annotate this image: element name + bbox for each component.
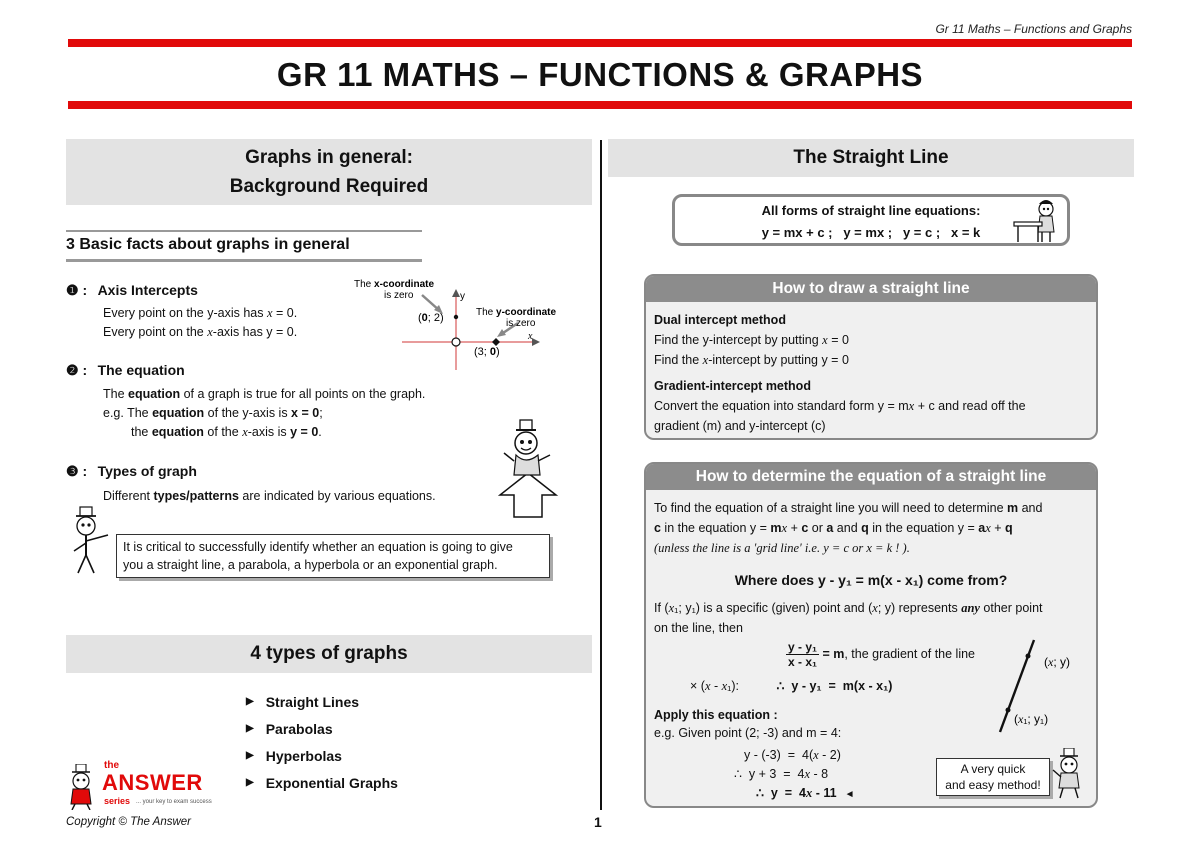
var: x [266,306,273,320]
point-gradient-formula: ∴ y - y₁ = m(x - x₁) [776,679,893,693]
list-item-label: Hyperbolas [265,747,342,764]
fact-title: The equation [97,362,185,378]
fact-title: Axis Intercepts [97,282,198,298]
fraction-denominator: x - x₁ [788,655,817,669]
x-note-line1: The x-coordinate [354,279,435,290]
section-title-line1: Graphs in general: [245,147,413,168]
text: in the equation y = [868,521,979,535]
x-intercept-point [492,338,500,346]
section-4-types-of-graphs: 4 types of graphs [66,635,592,673]
fact1-line1 [103,304,297,323]
page-number: 1 [594,814,602,830]
where-from-heading: Where does y - y₁ = m(x - x₁) come from? [734,572,1008,588]
text: × ( [690,679,705,693]
fact1-line2 [103,323,297,342]
text: equation [128,387,181,401]
if-line1 [654,598,1088,618]
text: and [833,521,862,535]
text: c [801,521,809,535]
fact-axis-intercepts [66,282,198,300]
text: e.g. The [103,406,153,420]
text: -intercept by putting y = 0 [708,353,849,367]
list-item-label: Exponential Graphs [265,774,398,791]
fact1-text [103,304,297,342]
section-graphs-in-general [66,139,592,205]
var: x [806,786,813,800]
step1 [744,746,854,765]
text: m [770,521,782,535]
text: . [318,425,322,439]
if-line2: on the line, then [654,621,743,635]
var: x [781,521,788,535]
bullet-triangle-icon: ▶ [246,777,254,788]
multiply-step [690,678,892,694]
text: of the y-axis is [204,406,292,420]
fact-number: ❷ : [66,362,88,378]
text: + c and read off the [914,399,1026,413]
text: ₁; y₁) is a specific (given) point and ( [674,601,873,615]
text: q [1005,521,1013,535]
copyright: Copyright © The Answer [66,816,192,828]
var: x [908,399,915,413]
var: x [813,748,819,762]
student-at-desk-icon [1012,198,1064,244]
text: - 8 [810,767,829,781]
origin-marker [452,338,460,346]
bullet-triangle-icon: ▶ [246,696,254,707]
text: a [826,521,834,535]
quick-method-note [936,758,1050,796]
fact2-line1 [103,385,425,404]
text: m [833,646,845,661]
logo-tagline: ... your key to exam success [136,799,212,805]
var: x [985,521,991,535]
text: ∴ y + 3 = 4 [734,767,805,781]
forms-equations: y = mx + c ; y = mx ; y = c ; x = k [761,225,981,240]
list-item [246,715,398,742]
determine-p3: (unless the line is a 'grid line' i.e. y = c or x = k ! ). [654,541,910,555]
text: ₁): [727,679,740,693]
how-to-draw-panel [644,274,1098,440]
logo-mascot-icon [64,764,102,810]
fact2-text [103,385,425,442]
step2 [734,765,854,784]
list-item [246,769,398,796]
grad-line2: gradient (m) and y-intercept (c) [654,419,826,433]
y-note-line2: is zero [506,318,536,329]
var: x [804,767,811,781]
y-intercept-point [454,315,458,319]
x-intercept-label: (3; 0) [474,346,500,358]
logo-answer: ANSWER [102,770,203,795]
var: x [702,353,709,367]
text: = 0. [272,306,298,320]
fact3-text [103,487,436,506]
fact2-line2 [103,404,425,423]
text: of the [203,425,243,439]
text: equation [152,406,205,420]
logo-series: series [104,796,131,806]
note-line2: you a straight line, a parabola, a hyperbola or an exponential graph. [123,558,498,572]
apply-heading: Apply this equation : [654,708,778,722]
y-axis-label: y [460,291,465,302]
text: y = 0 [290,425,319,439]
any-point-label: (x; y) [1044,655,1070,669]
text: ; y) represents [877,601,962,615]
text: - 11 [812,786,837,800]
text: -axis has y = 0. [212,325,298,339]
text: To find the equation of a straight line you will need to determine [654,501,1007,515]
text: + [787,521,802,535]
gradient-intercept-heading: Gradient-intercept method [654,379,811,393]
text: the [131,425,152,439]
list-item [246,742,398,769]
apply-section [654,706,841,742]
y-arrow-icon [452,289,460,297]
fact2-line3 [103,423,425,442]
text: and [1018,501,1043,515]
critical-note [116,534,550,578]
var: x [668,601,675,615]
cartoon-character-pointing-icon [66,505,112,577]
page-title: GR 11 MATHS – FUNCTIONS & GRAPHS [276,56,924,93]
quick-line2: and easy method! [945,778,1041,792]
text: or [808,521,827,535]
graph-types-list [246,688,398,796]
y-intercept-label: (0; 2) [418,312,444,324]
section-straight-line: The Straight Line [608,139,1134,177]
text: , the gradient of the line [844,646,976,661]
given-point-label: (x₁; y₁) [1014,712,1049,726]
text: Every point on the [103,325,208,339]
text: Convert the equation into standard form y = m [654,399,909,413]
text: Different [103,489,154,503]
text: The [103,387,129,401]
gradient-formula [786,640,975,669]
top-red-bar [68,39,1132,47]
axis-intercepts-diagram [350,275,590,375]
panel-body [646,302,1096,440]
text: a [978,521,986,535]
worked-steps [734,746,855,804]
list-item [246,688,398,715]
facts-heading: 3 Basic facts about graphs in general [66,230,422,262]
all-forms-box [672,194,1070,246]
dual-line1 [654,330,1088,350]
text: -axis is [247,425,291,439]
dual-line2 [654,350,1088,370]
x-axis-label: x [528,331,533,342]
text: + [990,521,1006,535]
any-point [1026,654,1031,659]
panel-title: How to determine the equation of a straight line [646,464,1096,490]
var: x [207,325,213,339]
logo-the: the [104,760,119,771]
bottom-red-bar [68,101,1132,109]
text: any [961,601,980,615]
bullet-triangle-icon: ▶ [246,750,254,761]
dual-intercept-heading: Dual intercept method [654,313,786,327]
cartoon-character-arrow-icon [498,415,560,520]
fact-the-equation [66,362,185,380]
fraction-numerator: y - y₁ [788,640,817,654]
text: ∴ y = 4 [756,786,806,800]
var: x [721,679,728,693]
gradient-fraction [786,640,819,669]
text: = [818,646,834,661]
answer-series-logo [64,760,214,810]
note-line1: It is critical to successfully identify whether an equation is going to give [123,540,513,554]
y-note-line1: The y-coordinate [476,307,557,318]
step3 [756,784,854,804]
text: other point [979,601,1043,615]
bullet-triangle-icon: ▶ [246,723,254,734]
text: Find the [654,353,703,367]
var: x [822,333,828,347]
panel-title: How to draw a straight line [646,276,1096,302]
fact-number: ❸ : [66,463,88,479]
quick-line1: A very quick [960,762,1026,776]
text: of a graph is true for all points on the graph. [180,387,426,401]
determine-p2 [654,518,1088,538]
running-head: Gr 11 Maths – Functions and Graphs [935,22,1132,36]
text: = 0 [827,333,849,347]
text: If ( [654,601,669,615]
list-item-label: Parabolas [265,720,333,737]
fact-number: ❶ : [66,282,88,298]
text: types/patterns [153,489,239,503]
cartoon-character-thinking-icon [1050,748,1090,800]
text: q [861,521,869,535]
var: x [242,425,248,439]
text: c [654,521,661,535]
determine-p1 [654,498,1088,518]
text: Every point on the y-axis has [103,306,267,320]
text: x = 0 [291,406,320,420]
text: are indicated by various equations. [238,489,436,503]
var: x [872,601,878,615]
forms-title: All forms of straight line equations: [761,203,981,218]
section-title-line2: Background Required [229,176,429,197]
x-arrow-icon [532,338,540,346]
apply-example: e.g. Given point (2; -3) and m = 4: [654,726,842,740]
text: m [1007,501,1019,515]
text: y - (-3) = 4( [744,748,814,762]
column-divider [600,140,602,810]
list-item-label: Straight Lines [265,693,360,710]
arrowhead-icon [497,329,506,337]
fact-title: Types of graph [97,463,197,479]
text: equation [151,425,204,439]
pointer-arrow-icon: ◄ [844,789,855,800]
text: Find the y-intercept by putting [654,333,823,347]
text: ; [319,406,323,420]
line-through-points-sketch [988,632,1094,742]
text: in the equation y = [660,521,771,535]
fact-types-of-graph [66,463,197,481]
grad-line1 [654,396,1088,416]
panel-body [646,490,1096,644]
text: - [710,679,722,693]
given-point [1006,708,1011,713]
x-note-line2: is zero [384,290,414,301]
text: - 2) [818,748,841,762]
var: x [704,679,711,693]
how-to-determine-panel [644,462,1098,808]
